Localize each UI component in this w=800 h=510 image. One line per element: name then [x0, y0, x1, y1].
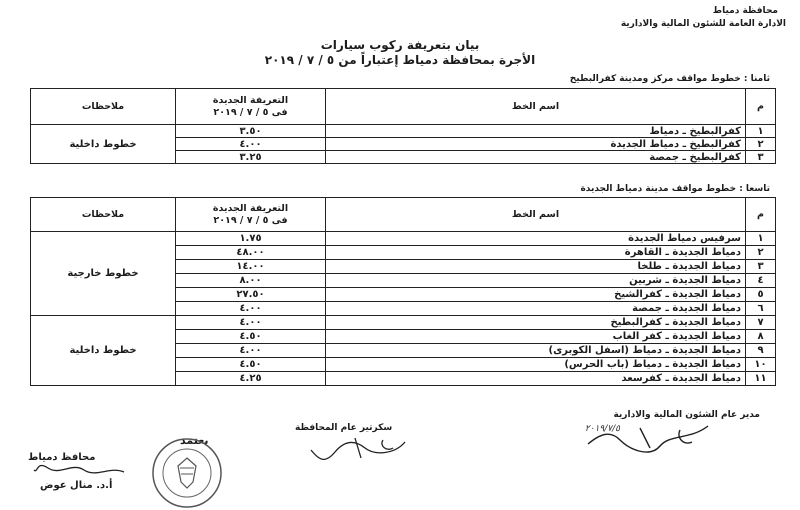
col-num-header: م	[746, 198, 776, 232]
route-name: دمياط الجديدة ـ كفرالبطيخ	[326, 316, 746, 330]
table-row	[31, 125, 776, 138]
section9-table	[30, 197, 776, 386]
fare-header-line1: التعريفة الجديدة	[212, 94, 289, 106]
fare-header-line2: فى ٥ / ٧ / ٢٠١٩	[213, 106, 288, 118]
document-title: بيان بتعريفة ركوب سيارات	[320, 38, 480, 52]
row-number: ٧	[746, 316, 776, 330]
governorate-name: محافظة دمياط	[712, 6, 778, 16]
row-number: ٣	[746, 260, 776, 274]
finance-director-signature	[580, 420, 720, 456]
table-row	[31, 232, 776, 246]
notes-cell: خطوط داخلية	[31, 125, 176, 164]
row-number: ٨	[746, 330, 776, 344]
row-number: ٤	[746, 274, 776, 288]
table-row	[31, 316, 776, 330]
fare-value: ٤.٠٠	[176, 316, 326, 330]
approval-word: يعتمد	[180, 434, 209, 447]
row-number: ٩	[746, 344, 776, 358]
official-seal-stamp	[150, 436, 224, 510]
col-route-header: اسم الخط	[326, 89, 746, 125]
secretary-general-signature	[305, 434, 415, 464]
fare-value: ٤.٥٠	[176, 358, 326, 372]
route-name: دمياط الجديدة ـ القاهرة	[326, 246, 746, 260]
fare-value: ٤.٠٠	[176, 138, 326, 151]
row-number: ٥	[746, 288, 776, 302]
fare-value: ١٤.٠٠	[176, 260, 326, 274]
department-name: الادارة العامة للشئون المالية والادارية	[620, 19, 786, 29]
fare-value: ٣.٥٠	[176, 125, 326, 138]
fare-value: ٤.٠٠	[176, 302, 326, 316]
row-number: ١٠	[746, 358, 776, 372]
fare-value: ٨.٠٠	[176, 274, 326, 288]
governor-title: محافظ دمياط	[28, 452, 96, 463]
notes-cell-internal: خطوط داخلية	[31, 316, 176, 386]
route-name: دمياط الجديدة ـ شربين	[326, 274, 746, 288]
route-name: كفرالبطيخ ـ دمياط	[326, 125, 746, 138]
route-name: سرفيس دمياط الجديدة	[326, 232, 746, 246]
route-name: كفرالبطيخ ـ جمصة	[326, 151, 746, 164]
route-name: كفرالبطيخ ـ دمياط الجديدة	[326, 138, 746, 151]
fare-value: ٤.٥٠	[176, 330, 326, 344]
row-number: ٢	[746, 246, 776, 260]
col-fare-header	[176, 89, 326, 125]
table-header-row	[31, 198, 776, 232]
fare-header-line2: فى ٥ / ٧ / ٢٠١٩	[213, 214, 288, 226]
fare-value: ٤٨.٠٠	[176, 246, 326, 260]
fare-header-line1: التعريفة الجديدة	[212, 202, 289, 214]
route-name: دمياط الجديدة ـ كفرسعد	[326, 372, 746, 386]
section9-heading: تاسعا : خطوط مواقف مدينة دمياط الجديدة	[580, 184, 770, 194]
col-num-header: م	[746, 89, 776, 125]
finance-sign-date: ٢٠١٩/٧/٥	[584, 424, 620, 434]
route-name: دمياط الجديدة ـ كفر الغاب	[326, 330, 746, 344]
route-name: دمياط الجديدة ـ طلخا	[326, 260, 746, 274]
fare-value: ٣.٢٥	[176, 151, 326, 164]
route-name: دمياط الجديدة ـ دمياط (باب الحرس)	[326, 358, 746, 372]
notes-cell-external: خطوط خارجية	[31, 232, 176, 316]
row-number: ٣	[746, 151, 776, 164]
governor-signature	[30, 462, 130, 482]
row-number: ١	[746, 232, 776, 246]
fare-value: ٤.٢٥	[176, 372, 326, 386]
route-name: دمياط الجديدة ـ جمصة	[326, 302, 746, 316]
row-number: ١١	[746, 372, 776, 386]
col-notes-header: ملاحظات	[31, 198, 176, 232]
secretary-general-title: سكرتير عام المحافظة	[295, 423, 393, 433]
row-number: ٢	[746, 138, 776, 151]
col-fare-header	[176, 198, 326, 232]
route-name: دمياط الجديدة ـ دمياط (اسفل الكوبرى)	[326, 344, 746, 358]
row-number: ٦	[746, 302, 776, 316]
fare-value: ١.٧٥	[176, 232, 326, 246]
governor-name: أ.د. منال عوض	[40, 480, 113, 491]
col-notes-header: ملاحظات	[31, 89, 176, 125]
finance-director-title: مدير عام الشئون المالية والادارية	[613, 410, 760, 420]
section8-table	[30, 88, 776, 164]
table-header-row	[31, 89, 776, 125]
route-name: دمياط الجديدة ـ كفرالشيخ	[326, 288, 746, 302]
row-number: ١	[746, 125, 776, 138]
col-route-header: اسم الخط	[326, 198, 746, 232]
fare-value: ٢٧.٥٠	[176, 288, 326, 302]
section8-heading: ثامنا : خطوط مواقف مركز ومدينة كفرالبطيخ	[569, 74, 770, 84]
document-subtitle: الأجرة بمحافظة دمياط إعتباراً من ٥ / ٧ / ٢٠١٩	[264, 53, 536, 67]
fare-value: ٤.٠٠	[176, 344, 326, 358]
